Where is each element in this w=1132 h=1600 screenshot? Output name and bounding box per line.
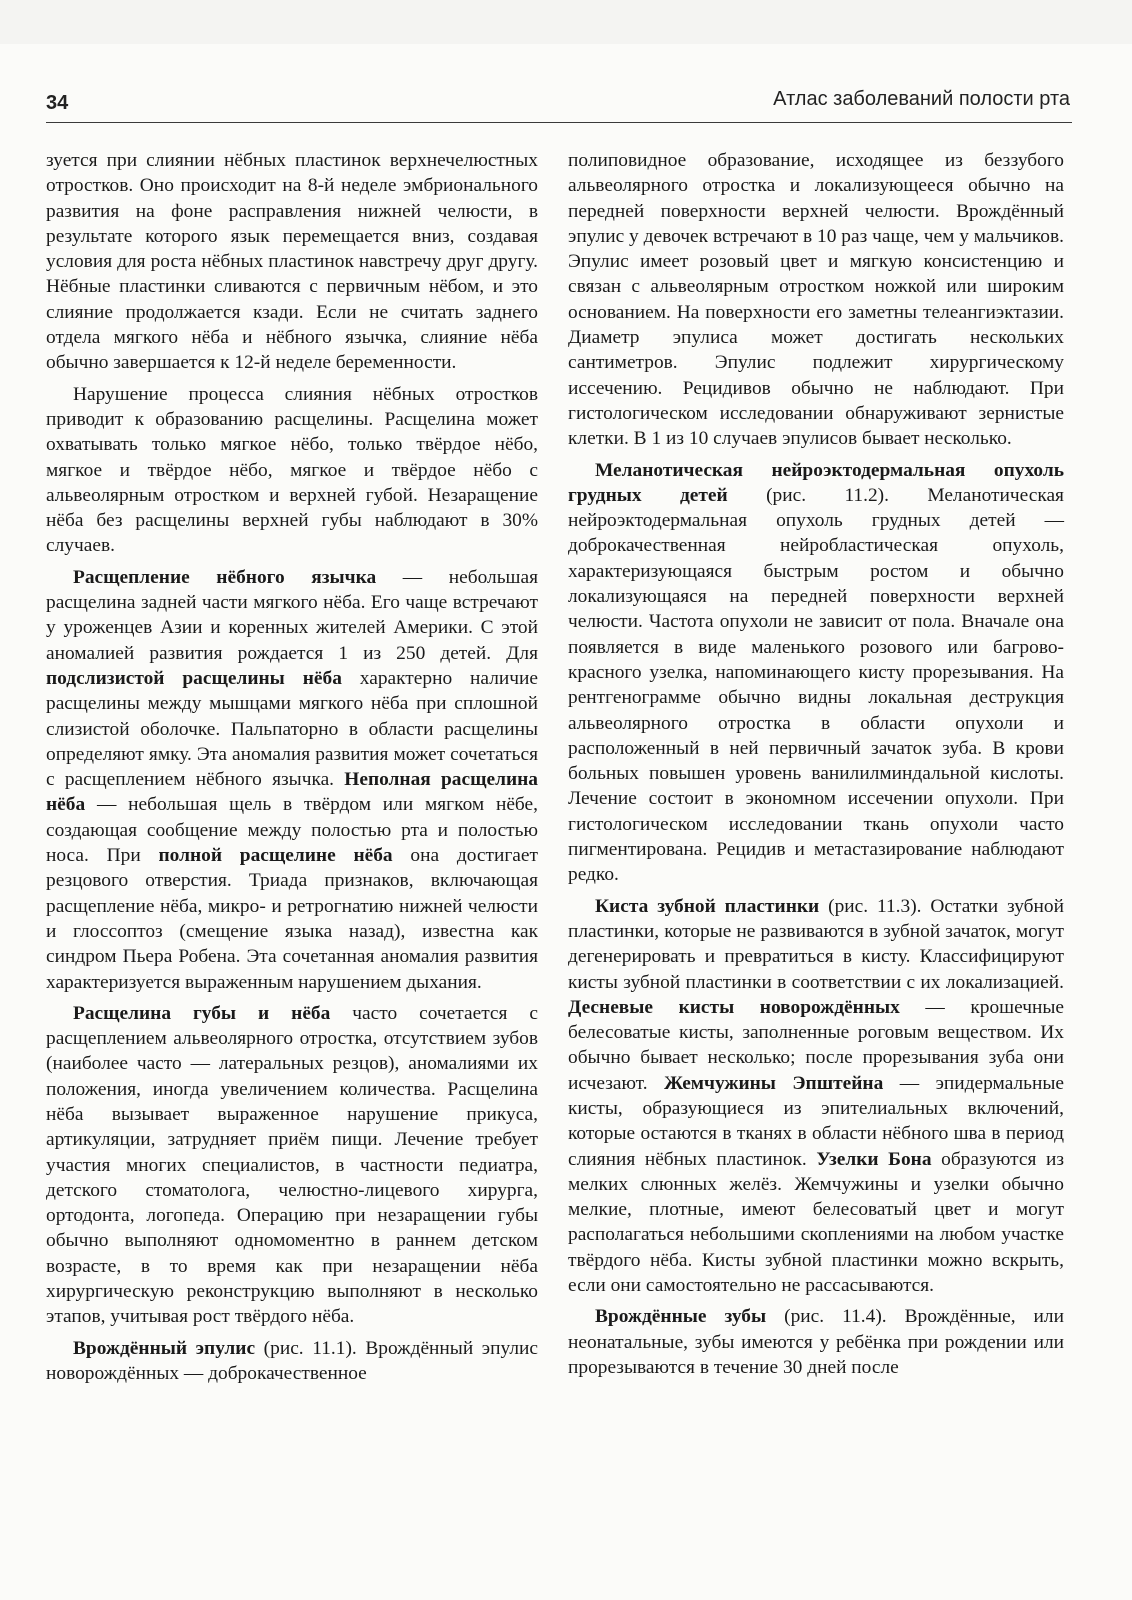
running-title: Атлас заболеваний полости рта bbox=[773, 88, 1070, 110]
term-bold: Жемчужины Эпштейна bbox=[664, 1072, 884, 1094]
term-bold: Неполная расщелина нёба bbox=[46, 769, 538, 816]
paragraph-text: характерно наличие расщелины между мышцами мягкого нёба при сплошной слизистой оболочке. Пальпаторно в области расщелины определяют ямку. Эта аномалия развития может сочетаться с расщеплением нёбного язычка. bbox=[46, 667, 538, 791]
paragraph bbox=[568, 894, 1064, 1299]
paragraph bbox=[46, 1336, 538, 1387]
term-bold: Меланотическая нейроэктодермальная опухоль грудных детей bbox=[568, 459, 1064, 506]
paragraph bbox=[46, 382, 538, 559]
paragraph bbox=[46, 148, 538, 376]
paragraph bbox=[568, 1304, 1064, 1380]
paragraph-text: (рис. 11.1). Врождённый эпулис новорождённых — доброкачественное bbox=[46, 1337, 538, 1384]
term-bold: Киста зубной пластинки bbox=[595, 895, 820, 917]
term-bold: Врождённый эпулис bbox=[73, 1337, 256, 1359]
paragraph-text: (рис. 11.3). Остатки зубной пластинки, которые не развиваются в зубной зачаток, могут дегенерировать и превратиться в кисту. Классифицируют кисты зубной пластинки в соответствии с их локализацией. bbox=[568, 895, 1064, 993]
paragraph bbox=[46, 565, 538, 995]
paragraph-text: образуются из мелких слюнных желёз. Жемчужины и узелки обычно мелкие, плотные, имеют белесоватый цвет и могут располагаться небольшими скоплениями на любом участке твёрдого нёба. Кисты зубной пластинки можно вскрыть, если они самостоятельно не рассасываются. bbox=[568, 1148, 1064, 1297]
paragraph bbox=[46, 1001, 538, 1330]
paragraph-text: она достигает резцового отверстия. Триада признаков, включающая расщепление нёба, микро- и ретрогнатию нижней челюсти и глоссоптоз (смещение языка назад), известна как синдром Пьера Робена. Эта сочетанная аномалия развития характеризуется выраженным нарушением дыхания. bbox=[46, 845, 538, 993]
term-bold: Расщелина губы и нёба bbox=[73, 1002, 331, 1024]
paragraph-text: зуется при слиянии нёбных пластинок верхнечелюстных отростков. Оно происходит на 8-й неделе эмбрионального развития на фоне расправления нижней челюсти, в результате которого язык перемещается вниз, создавая условия для роста нёбных пластинок навстречу друг другу. Нёбные пластинки сливаются с первичным нёбом, и это слияние продолжается кзади. Если не считать заднего отдела мягкого нёба и нёбного язычка, слияние нёба обычно завершается к 12-й неделе беременности. bbox=[46, 150, 538, 374]
paragraph-text: — крошечные белесоватые кисты, заполненные роговым веществом. Их обычно бывает несколько; после прорезывания зуба они исчезают. bbox=[568, 996, 1064, 1094]
term-bold: Врождённые зубы bbox=[595, 1306, 767, 1328]
paragraph-text: Нарушение процесса слияния нёбных отростков приводит к образованию расщелины. Расщелина может охватывать только мягкое нёбо, только твёрдое нёбо, мягкое и твёрдое нёбо, мягкое и твёрдое нёбо с альвеолярным отростком и верхней губой. Незаращение нёба без расщелины верхней губы наблюдают в 30% случаев. bbox=[46, 383, 538, 557]
term-bold: Узелки Бона bbox=[816, 1148, 932, 1170]
paragraph-text: (рис. 11.4). Врождённые, или неонатальные, зубы имеются у ребёнка при рождении или прорезываются в течение 30 дней после bbox=[568, 1306, 1064, 1378]
page-number: 34 bbox=[46, 92, 69, 114]
right-column bbox=[568, 148, 1064, 1386]
paragraph-text: часто сочетается с расщеплением альвеолярного отростка, отсутствием зубов (наиболее часто — латеральных резцов), аномалиями их положения, иногда увеличением количества. Расщелина нёба вызывает выраженное нарушение прикуса, артикуляции, затрудняет приём пищи. Лечение требует участия многих специалистов, в частности педиатра, детского стоматолога, челюстно-лицевого хирурга, ортодонта, логопеда. Операцию при незаращении губы обычно выполняют одномоментно в раннем детском возрасте, в то время как при незаращении нёба хирургическую реконструкцию выполняют в несколько этапов, учитывая рост твёрдого нёба. bbox=[46, 1002, 538, 1328]
paragraph-text: (рис. 11.2). Меланотическая нейроэктодермальная опухоль грудных детей — доброкачественная нейробластическая опухоль, характеризующаяся быстрым ростом и обычно локализующаяся на передней поверхности верхней челюсти. Частота опухоли не зависит от пола. Вначале она появляется в виде маленького розового или багрово-красного узелка, напоминающего кисту прорезывания. На рентгенограмме обычно видны локальная деструкция альвеолярного отростка в области опухоли и расположенный в ней первичный зачаток зуба. В крови больных повышен уровень ванилилминдальной кислоты. Лечение состоит в экономном иссечении опухоли. При гистологическом исследовании ткань опухоли часто пигментирована. Рецидив и метастазирование наблюдают редко. bbox=[568, 484, 1064, 886]
left-column bbox=[46, 148, 538, 1392]
paragraph-text: — эпидермальные кисты, образующиеся из эпителиальных включений, которые остаются в тканях в области нёбного шва в период слияния нёбных пластинок. bbox=[568, 1072, 1064, 1170]
term-bold: подслизистой расщелины нёба bbox=[46, 667, 342, 689]
paragraph-text: полиповидное образование, исходящее из беззубого альвеолярного отростка и локализующееся обычно на передней поверхности верхней челюсти. Врождённый эпулис у девочек встречают в 10 раз чаще, чем у мальчиков. Эпулис имеет розовый цвет и мягкую консистенцию и связан с альвеолярным отростком ножкой или широким основанием. На поверхности его заметны телеангиэктазии. Диаметр эпулиса может достигать нескольких сантиметров. Эпулис подлежит хирургическому иссечению. Рецидивов обычно не наблюдают. При гистологическом исследовании обнаруживают зернистые клетки. В 1 из 10 случаев эпулисов бывает несколько. bbox=[568, 150, 1064, 450]
paragraph bbox=[568, 148, 1064, 452]
paragraph-text: — небольшая расщелина задней части мягкого нёба. Его чаще встречают у уроженцев Азии и коренных жителей Америки. С этой аномалией развития рождается 1 из 250 детей. Для bbox=[46, 566, 538, 664]
paragraph-text: — небольшая щель в твёрдом или мягком нёбе, создающая сообщение между полостью рта и полостью носа. При bbox=[46, 794, 538, 867]
term-bold: Расщепление нёбного язычка bbox=[73, 566, 377, 588]
term-bold: Десневые кисты новорождённых bbox=[568, 996, 900, 1018]
term-bold: полной расщелине нёба bbox=[158, 845, 393, 867]
page-header bbox=[46, 86, 1072, 123]
paragraph bbox=[568, 458, 1064, 888]
